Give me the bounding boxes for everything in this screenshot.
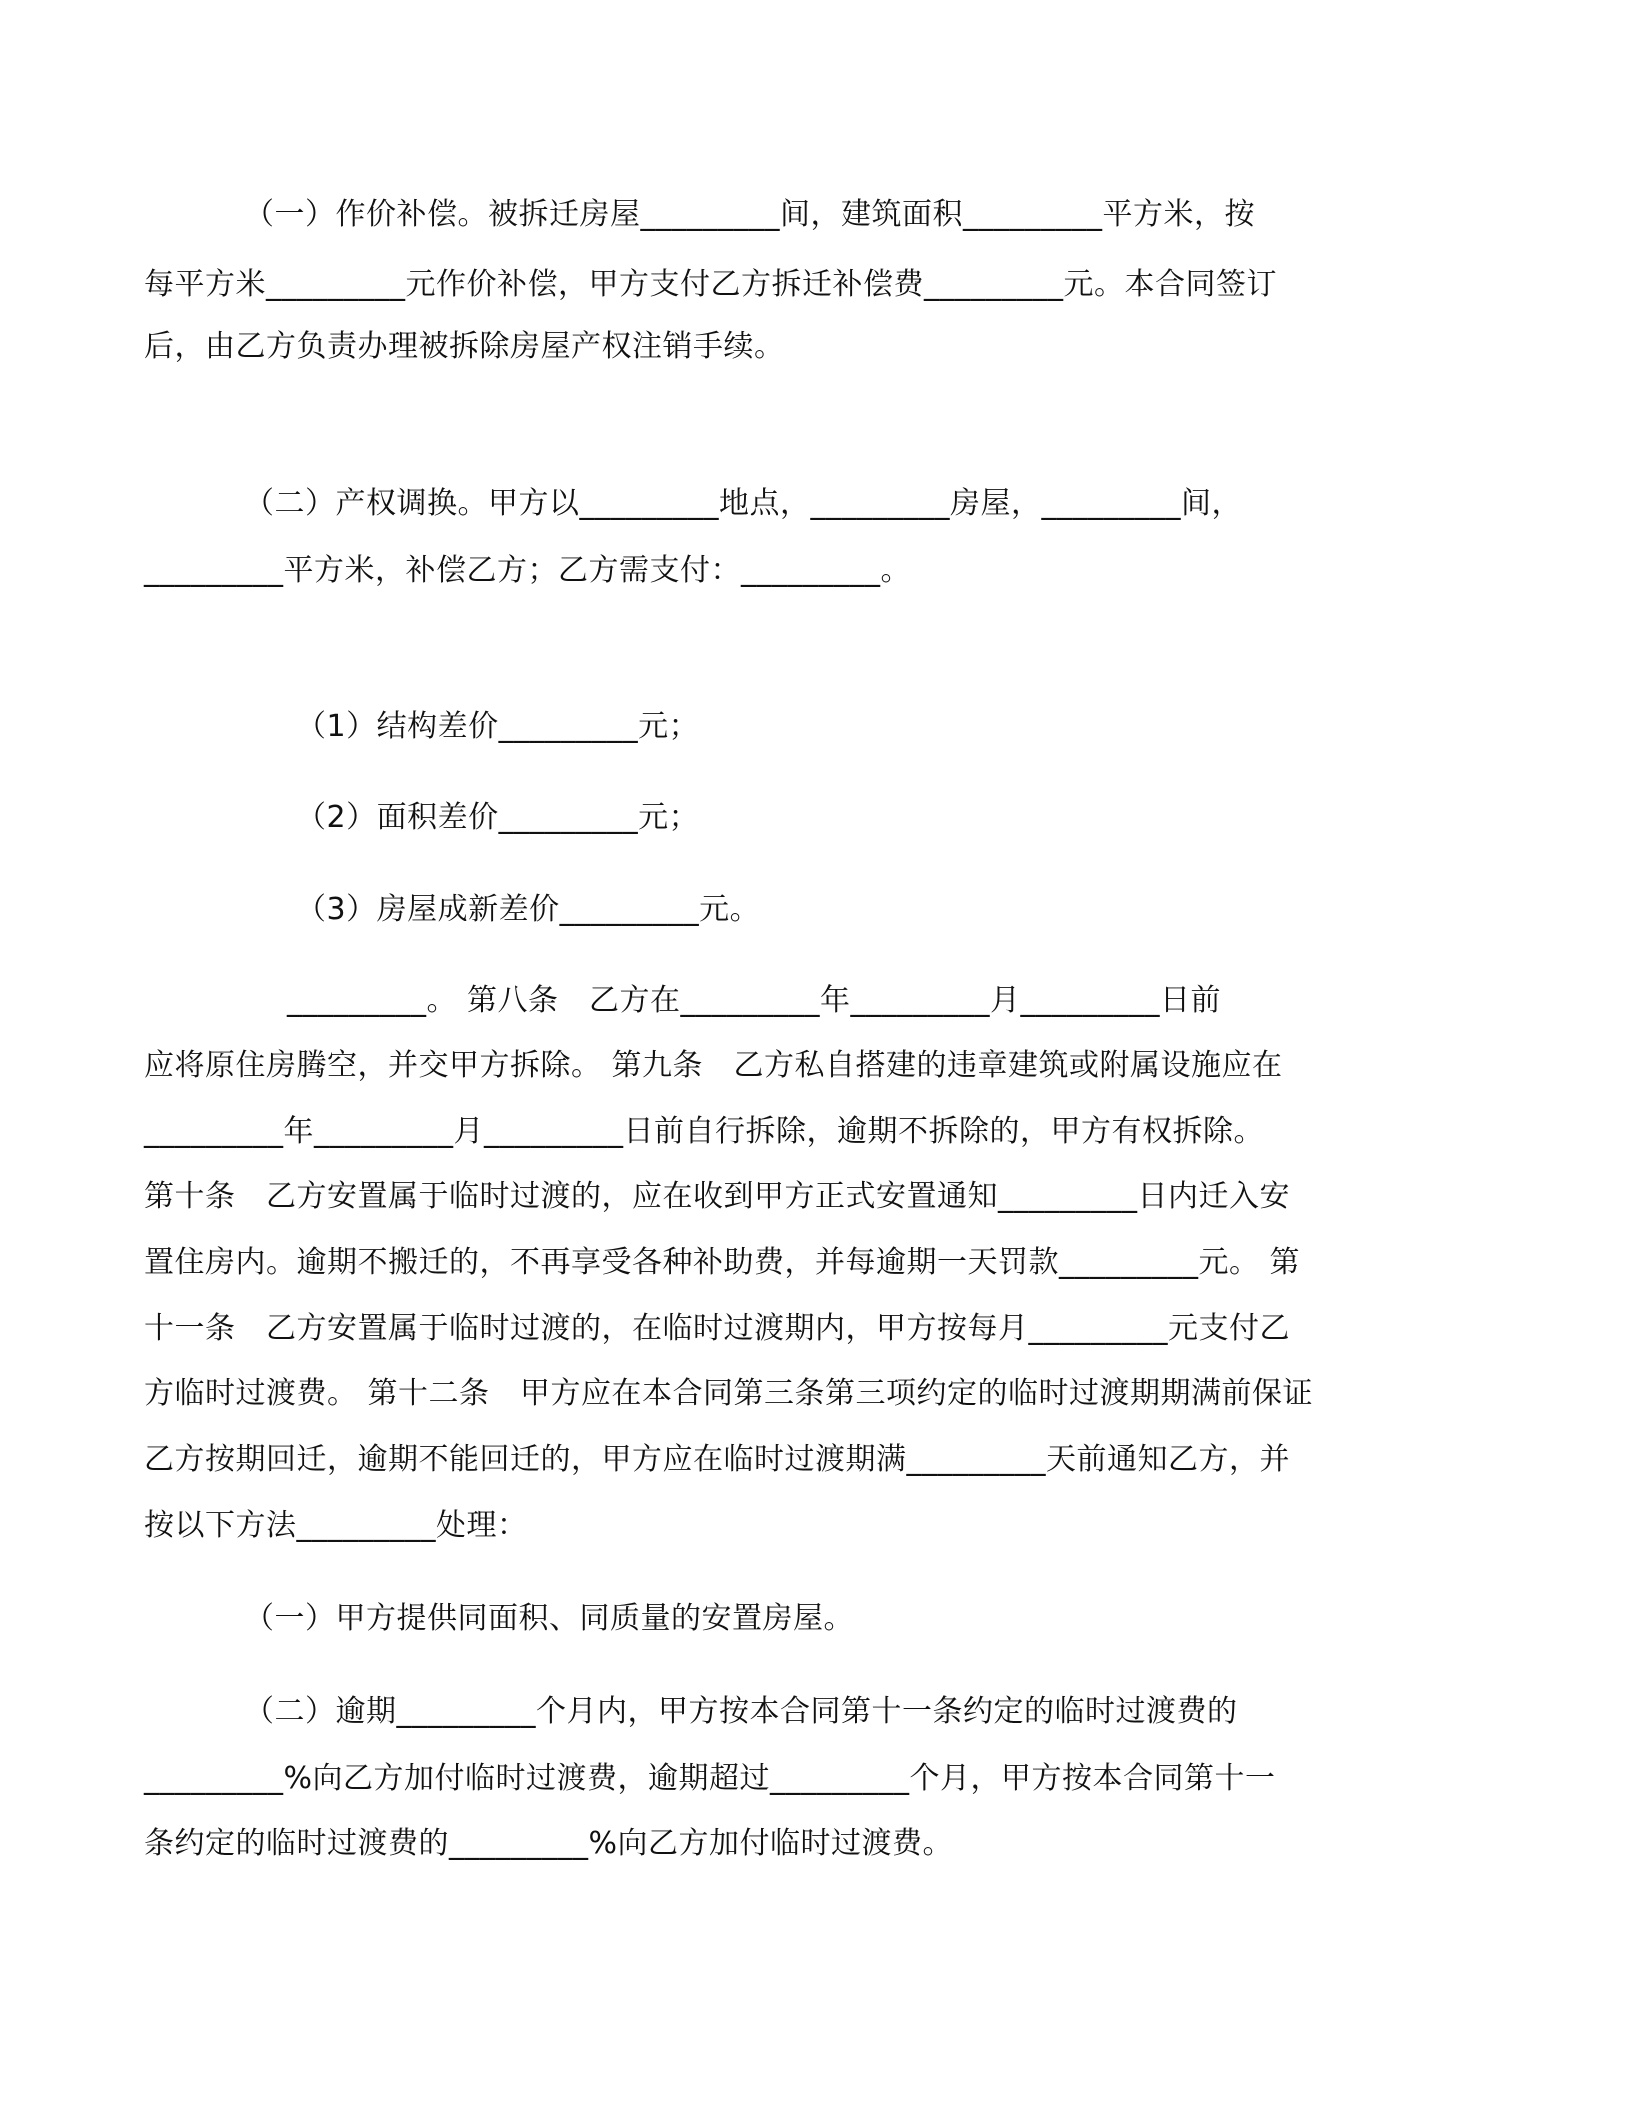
text-line: _________。 第八条 乙方在_________年_________月_________日前 bbox=[287, 983, 1222, 1018]
text-line: （一）作价补偿。被拆迁房屋_________间，建筑面积_________平方米，按 bbox=[244, 197, 1255, 232]
text-line: （二）产权调换。甲方以_________地点，_________房屋，_________间， bbox=[244, 486, 1242, 521]
text-line: 后，由乙方负责办理被拆除房屋产权注销手续。 bbox=[144, 329, 785, 364]
text-line: 按以下方法_________处理： bbox=[144, 1508, 528, 1543]
text-line: 每平方米_________元作价补偿，甲方支付乙方拆迁补偿费_________元。本合同签订 bbox=[144, 267, 1277, 302]
text-line: _________%向乙方加付临时过渡费，逾期超过_________个月，甲方按本合同第十一 bbox=[144, 1761, 1276, 1796]
text-line: _________年_________月_________日前自行拆除，逾期不拆除的，甲方有权拆除。 bbox=[144, 1114, 1264, 1149]
text-line: 第十条 乙方安置属于临时过渡的，应在收到甲方正式安置通知_________日内迁入安 bbox=[144, 1179, 1290, 1214]
text-line: （2）面积差价_________元； bbox=[296, 800, 700, 835]
text-line: 方临时过渡费。 第十二条 甲方应在本合同第三条第三项约定的临时过渡期期满前保证 bbox=[144, 1376, 1314, 1411]
text-line: （1）结构差价_________元； bbox=[296, 709, 700, 744]
text-line: 条约定的临时过渡费的_________%向乙方加付临时过渡费。 bbox=[144, 1826, 954, 1861]
text-line: （二）逾期_________个月内，甲方按本合同第十一条约定的临时过渡费的 bbox=[244, 1694, 1238, 1729]
text-line: （一）甲方提供同面积、同质量的安置房屋。 bbox=[244, 1601, 854, 1636]
text-line: 应将原住房腾空，并交甲方拆除。 第九条 乙方私自搭建的违章建筑或附属设施应在 bbox=[144, 1048, 1283, 1083]
text-line: 乙方按期回迁，逾期不能回迁的，甲方应在临时过渡期满_________天前通知乙方，并 bbox=[144, 1442, 1290, 1477]
text-line: （3）房屋成新差价_________元。 bbox=[296, 892, 761, 927]
text-line: 置住房内。逾期不搬迁的，不再享受各种补助费，并每逾期一天罚款_________元。 第 bbox=[144, 1245, 1301, 1280]
text-line: _________平方米，补偿乙方；乙方需支付：_________。 bbox=[144, 553, 911, 588]
text-line: 十一条 乙方安置属于临时过渡的，在临时过渡期内，甲方按每月_________元支付乙 bbox=[144, 1311, 1290, 1346]
